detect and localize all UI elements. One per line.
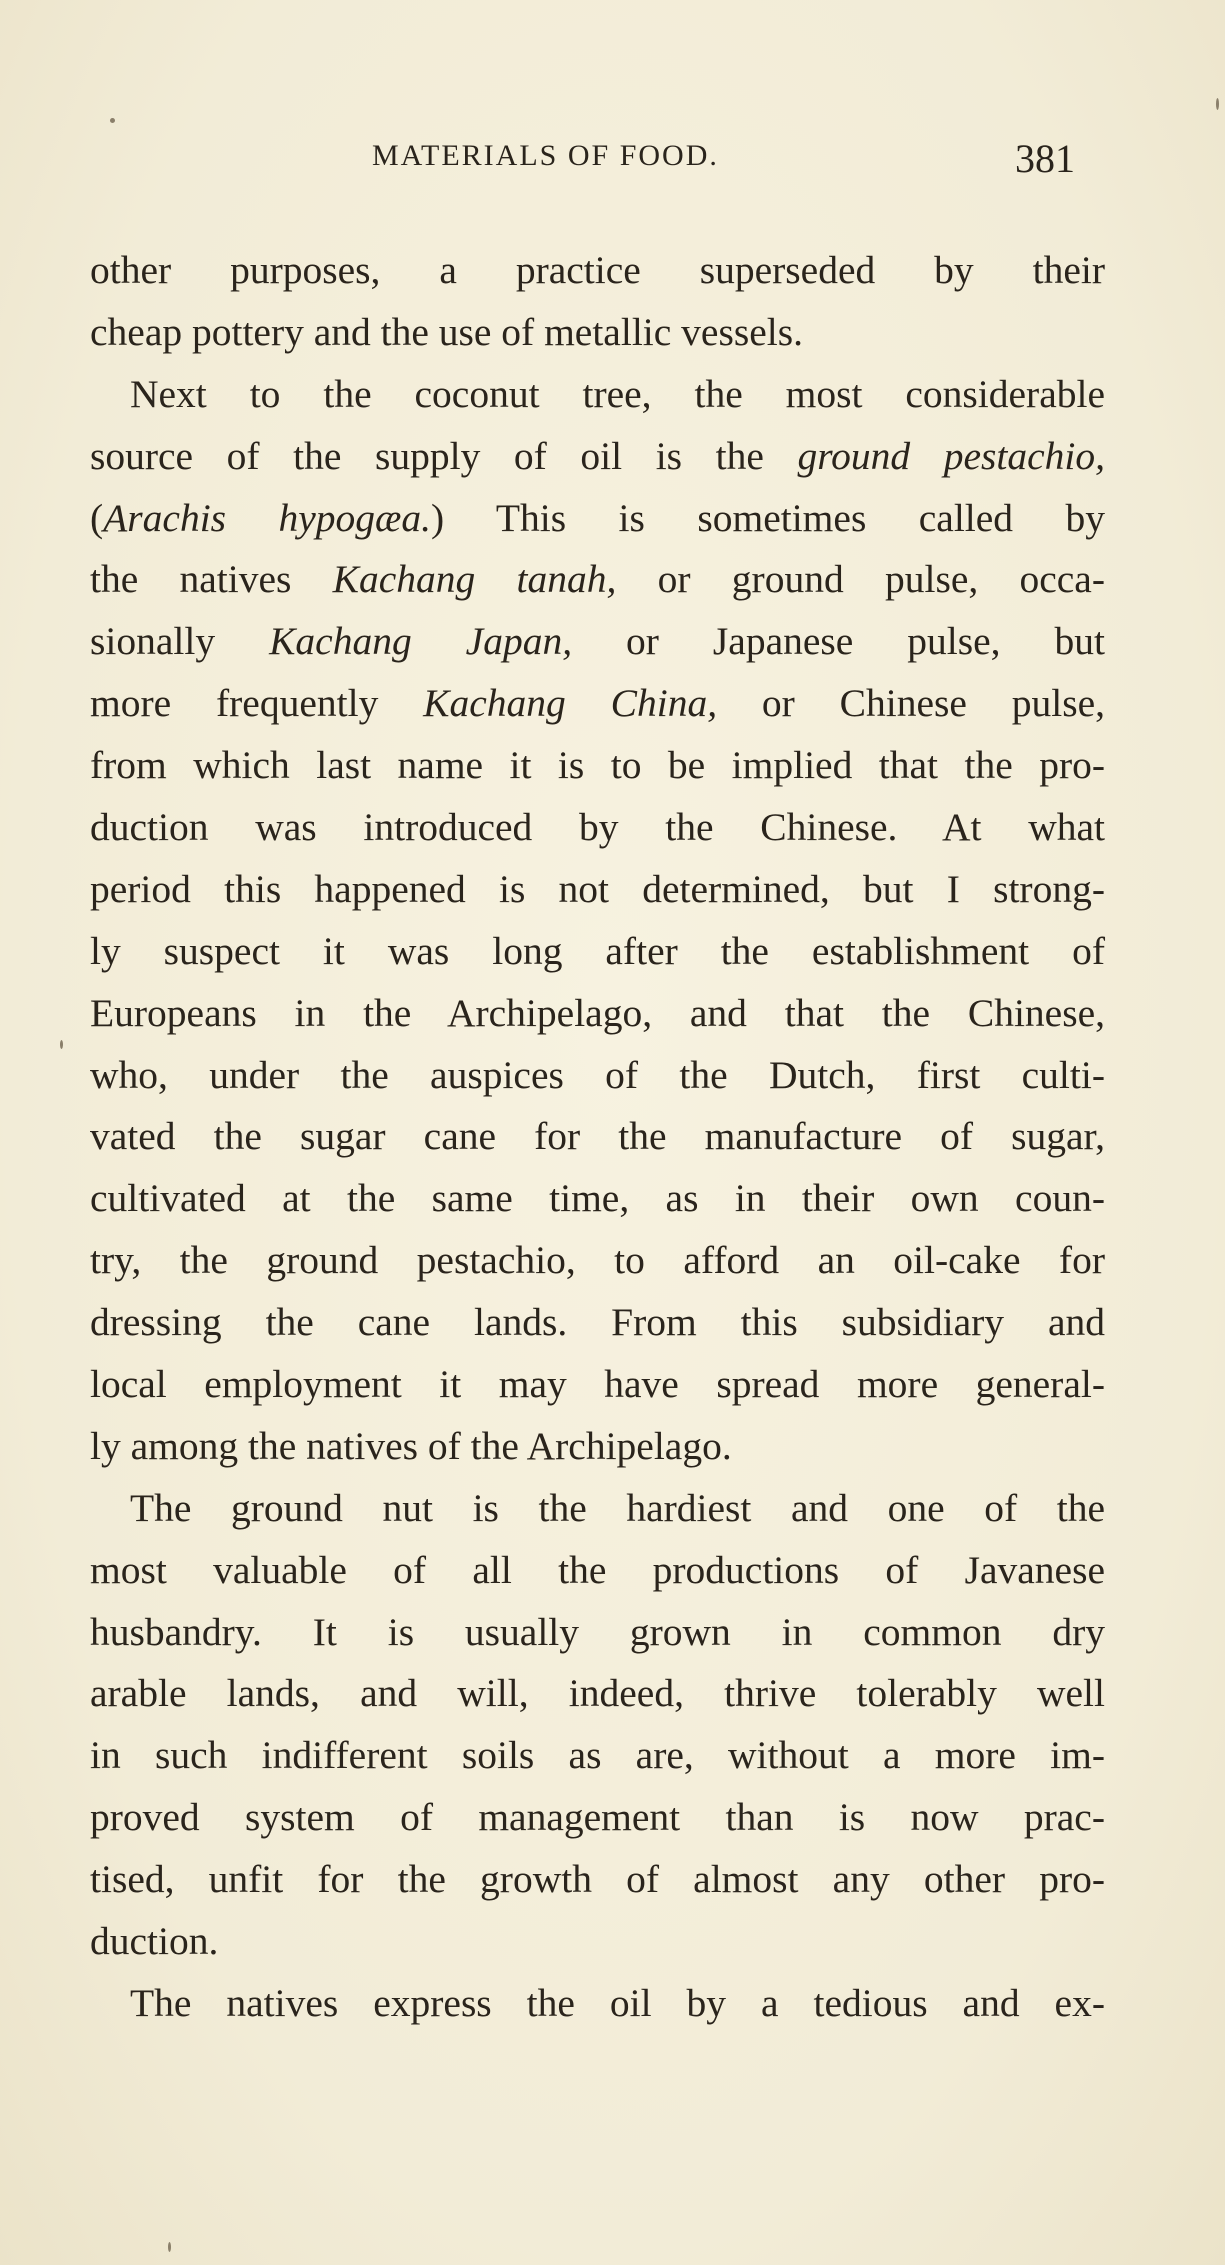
italic-text: Arachis hypogæa. — [103, 495, 431, 540]
text-run: from which last name it is to be implied that the pro- — [90, 743, 1105, 788]
text-run: The ground nut is the hardiest and one of the — [130, 1485, 1105, 1530]
text-line — [90, 1911, 1105, 1973]
text-run: more frequently — [90, 681, 424, 726]
text-line — [90, 488, 1105, 550]
text-run: sionally — [90, 619, 270, 664]
text-run: The natives express the oil by a tedious and ex- — [130, 1980, 1105, 2025]
text-line — [90, 859, 1105, 921]
text-run: local employment it may have spread more general- — [90, 1362, 1105, 1407]
text-line — [90, 1602, 1105, 1664]
paper-speck — [60, 1040, 63, 1049]
text-line — [90, 1106, 1105, 1168]
text-run: cultivated at the same time, as in their own coun- — [90, 1176, 1105, 1221]
text-line — [90, 1663, 1105, 1725]
text-line — [90, 364, 1105, 426]
text-line — [90, 1354, 1105, 1416]
text-run: Next to the coconut tree, the most considerable — [130, 371, 1105, 416]
text-line — [90, 1540, 1105, 1602]
text-run: most valuable of all the productions of Javanese — [90, 1547, 1105, 1592]
text-run: ) This is sometimes called by — [431, 495, 1106, 540]
text-line — [90, 240, 1105, 302]
text-line — [90, 1849, 1105, 1911]
text-line — [90, 1478, 1105, 1540]
text-run: the natives — [90, 557, 333, 602]
text-run: husbandry. It is usually grown in common dry — [90, 1609, 1105, 1654]
italic-text: Kachang China, — [423, 681, 718, 726]
running-head: MATERIALS OF FOOD. — [372, 139, 719, 172]
text-run: cheap pottery and the use of metallic vessels. — [90, 309, 803, 354]
text-run: source of the supply of oil is the — [90, 433, 798, 478]
text-run: ly suspect it was long after the establishment of — [90, 928, 1105, 973]
italic-text: Kachang tanah, — [332, 557, 617, 602]
text-run: duction. — [90, 1919, 219, 1964]
text-run: or ground pulse, occa- — [616, 557, 1105, 602]
text-run: in such indifferent soils as are, without a more im- — [90, 1733, 1105, 1778]
text-run: proved system of management than is now prac- — [90, 1795, 1105, 1840]
text-run: duction was introduced by the Chinese. At what — [90, 805, 1105, 850]
page-header — [90, 135, 1075, 185]
text-run: arable lands, and will, indeed, thrive tolerably well — [90, 1671, 1105, 1716]
text-run: ly among the natives of the Archipelago. — [90, 1423, 732, 1468]
paper-speck — [168, 2242, 171, 2252]
text-line — [90, 1168, 1105, 1230]
text-line — [90, 611, 1105, 673]
text-line — [90, 1787, 1105, 1849]
paper-speck — [1216, 98, 1219, 110]
text-line — [90, 1292, 1105, 1354]
text-run: who, under the auspices of the Dutch, first culti- — [90, 1052, 1105, 1097]
text-run: or Japanese pulse, but — [572, 619, 1105, 664]
body-text — [90, 240, 1105, 2035]
text-line — [90, 549, 1105, 611]
text-run: Europeans in the Archipelago, and that the Chinese, — [90, 990, 1105, 1035]
italic-text: ground pestachio, — [797, 433, 1105, 478]
text-line — [90, 302, 1105, 364]
text-run: dressing the cane lands. From this subsidiary and — [90, 1300, 1105, 1345]
text-line — [90, 426, 1105, 488]
text-line — [90, 1973, 1105, 2035]
text-line — [90, 1045, 1105, 1107]
text-run: other purposes, a practice superseded by their — [90, 248, 1105, 292]
text-line — [90, 1416, 1105, 1478]
text-line — [90, 1230, 1105, 1292]
text-line — [90, 735, 1105, 797]
text-line — [90, 921, 1105, 983]
page-number: 381 — [1015, 136, 1075, 181]
paper-speck — [110, 118, 115, 123]
text-run: tised, unfit for the growth of almost any other pro- — [90, 1857, 1105, 1902]
text-line — [90, 983, 1105, 1045]
text-run: ( — [90, 495, 104, 540]
text-line — [90, 673, 1105, 735]
text-run: period this happened is not determined, but I strong- — [90, 866, 1105, 911]
text-run: vated the sugar cane for the manufacture of sugar, — [90, 1114, 1105, 1159]
text-run: try, the ground pestachio, to afford an oil-cake for — [90, 1238, 1105, 1283]
text-line — [90, 797, 1105, 859]
text-run: or Chinese pulse, — [717, 681, 1105, 726]
italic-text: Kachang Japan, — [269, 619, 573, 664]
text-line — [90, 1725, 1105, 1787]
